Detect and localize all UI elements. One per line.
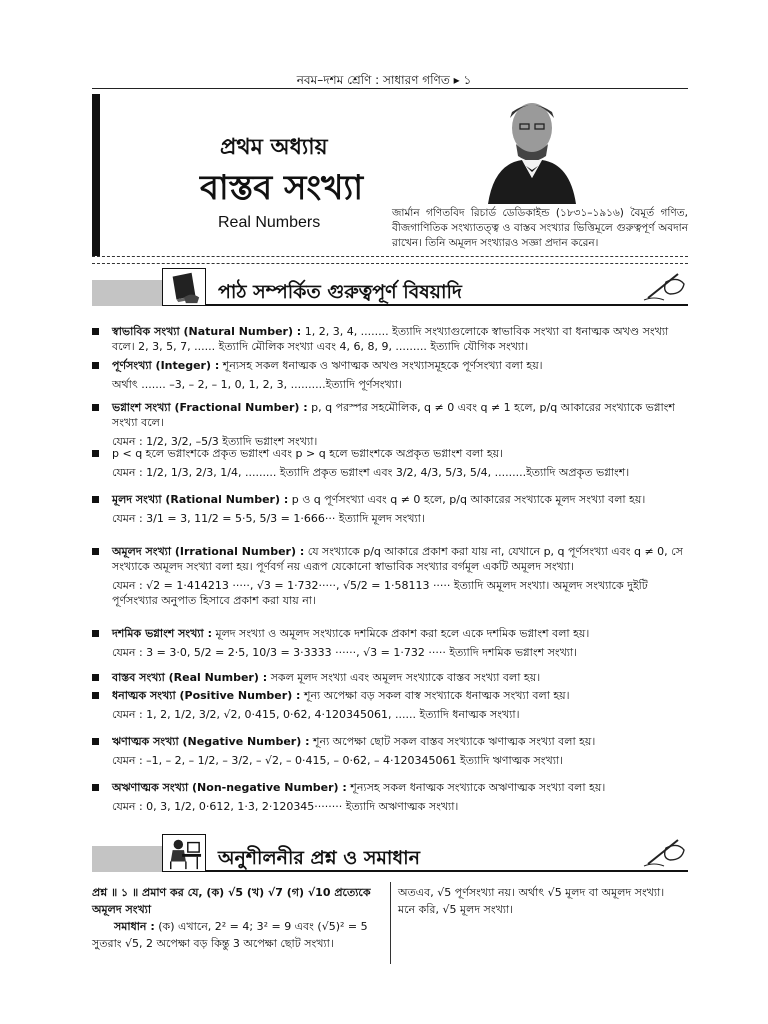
definition-text: শূন্য অপেক্ষা বড় সকল বাস্ব সংখ্যাকে ধনাত্মক সংখ্যা বলা হয়। (300, 689, 570, 702)
definition-text: p ও q পূর্ণসংখ্যা এবং q ≠ 0 হলে, p/q আকারের সংখ্যাকে মূলদ সংখ্যা বলা হয়। (288, 493, 646, 506)
example-text: যেমন : –1, – 2, – 1/2, – 3/2, – √2, – 0·415, – 0·6̇2̇, – 4·120345061 ইত্যাদি ঋণাত্মক সংখ্যা। (112, 754, 564, 767)
definition-text: মূলদ সংখ্যা ও অমূলদ সংখ্যাকে দশমিকে প্রকাশ করা হলে একে দশমিক ভগ্নাংশ বলা হয়। (211, 627, 590, 640)
definition-text: শূন্য অপেক্ষা ছোট সকল বাস্তব সংখ্যাকে ঋণাত্মক সংখ্যা বলা হয়। (309, 735, 596, 748)
definition-positive (92, 688, 690, 722)
banner-bar (92, 94, 100, 256)
writing-hand-icon (642, 834, 688, 868)
example-text: যেমন : 0, 3, 1/2, 0·612, 1·3̇, 2·120345········ ইত্যাদি অঋণাত্মক সংখ্যা। (112, 800, 459, 813)
solution-line-2: সুতরাং √5, 2 অপেক্ষা বড় কিন্তু 3 অপেক্ষা ছোট সংখ্যা। (92, 937, 334, 950)
example-text: অর্থাৎ ....... –3, – 2, – 1, 0, 1, 2, 3, ..........ইত্যাদি পূর্ণসংখ্যা। (112, 378, 403, 391)
bullet-icon (92, 548, 99, 555)
writing-hand-icon (642, 268, 688, 302)
term: ভগ্নাংশ সংখ্যা (Fractional Number) : (112, 401, 308, 414)
definition-fraction (92, 400, 690, 449)
term: অমূলদ সংখ্যা (Irrational Number) : (112, 545, 305, 558)
solution-label: সমাধান : (114, 920, 155, 933)
definition-text: শূন্যসহ সকল ধনাত্মক ও ঋণাত্মক অখণ্ড সংখ্যাসমূহকে পূর্ণসংখ্যা বলা হয়। (219, 359, 543, 372)
example-text: যেমন : 3 = 3·0, 5/2 = 2·5, 10/3 = 3·3333 ······, √3 = 1·732 ····· ইত্যাদি দশমিক ভগ্নাংশ সংখ্যা। (112, 646, 578, 659)
term: বাস্তব সংখ্যা (Real Number) : (112, 671, 268, 684)
definition-text: যে সংখ্যাকে p/q আকারে প্রকাশ করা যায় না, যেখানে p, q পূর্ণসংখ্যা এবং q ≠ 0, সে সংখ্যাকে অমূলদ সংখ্যা বলা হয়। পূর্ণবর্গ নয় এরূপ যেকোনো স্বাভাবিক সংখ্যার বর্গমূল একটি অমূলদ সংখ্যা। (112, 545, 683, 573)
section-title: অনুশীলনীর প্রশ্ন ও সমাধান (218, 847, 420, 869)
bullet-icon (92, 738, 99, 745)
term: ধনাত্মক সংখ্যা (Positive Number) : (112, 689, 301, 702)
chapter-banner (92, 94, 688, 256)
definition-rational (92, 492, 690, 526)
example-text: যেমন : √2 = 1·414213 ·····, √3 = 1·732·····, √5/2 = 1·58113 ····· ইত্যাদি অমূলদ সংখ্যা। অমূলদ সংখ্যাকে দুইটি পূর্ণসংখ্যার অনুপাত হিসাবে প্রকাশ করা যায় না। (112, 579, 648, 607)
bullet-icon (92, 496, 99, 503)
example-text: যেমন : 3/1 = 3, 11/2 = 5·5, 5/3 = 1·666··· ইত্যাদি মূলদ সংখ্যা। (112, 512, 425, 525)
term: পূর্ণসংখ্যা (Integer) : (112, 359, 220, 372)
definition-text: শূন্যসহ সকল ধনাত্মক সংখ্যাকে অঋণাত্মক সংখ্যা বলা হয়। (346, 781, 606, 794)
definition-text: p < q হলে ভগ্নাংশকে প্রকৃত ভগ্নাংশ এবং p > q হলে ভগ্নাংশকে অপ্রকৃত ভগ্নাংশ বলা হয়। (112, 447, 504, 460)
student-desk-icon (162, 834, 206, 872)
continuation-line-2: মনে করি, √5 মূলদ সংখ্যা। (398, 903, 514, 916)
term: স্বাভাবিক সংখ্যা (Natural Number) : (112, 325, 302, 338)
example-text: যেমন : 1/2, 3/2, –5/3 ইত্যাদি ভগ্নাংশ সংখ্যা। (112, 435, 318, 448)
chapter-title-bn: বাস্তব সংখ্যা (200, 168, 364, 208)
definition-decimal (92, 626, 690, 660)
definition-proper-improper (92, 446, 690, 480)
definition-negative (92, 734, 690, 768)
top-rule (92, 88, 688, 89)
continuation-line-1: অতএব, √5 পূর্ণসংখ্যা নয়। অর্থাৎ √5 মূলদ বা অমূলদ সংখ্যা। (398, 886, 665, 899)
bullet-icon (92, 404, 99, 411)
running-head: নবম–দশম শ্রেণি : সাধারণ গণিত ▸ ১ (296, 73, 472, 87)
definition-text: p, q পরস্পর সহমৌলিক, q ≠ 0 এবং q ≠ 1 হলে, p/q আকারের সংখ্যাকে ভগ্নাংশ সংখ্যা বলে। (112, 401, 675, 429)
bullet-icon (92, 362, 99, 369)
definition-text: 1, 2, 3, 4, ........ ইত্যাদি সংখ্যাগুলোকে স্বাভাবিক সংখ্যা বা ধনাত্মক অখণ্ড সংখ্যা বলে। 2, 3, 5, 7, ...... ইত্যাদি মৌলিক সংখ্যা এবং 4, 6, 8, 9, ......... ইত্যাদি যৌগিক সংখ্যা। (112, 325, 669, 353)
portrait-image (482, 94, 580, 204)
definition-natural (92, 324, 690, 354)
bullet-icon (92, 692, 99, 699)
bullet-icon (92, 784, 99, 791)
bullet-icon (92, 450, 99, 457)
bullet-icon (92, 674, 99, 681)
definition-nonnegative (92, 780, 690, 814)
chapter-title-en: Real Numbers (218, 214, 321, 231)
question-column (92, 884, 388, 952)
bullet-icon (92, 630, 99, 637)
bullet-icon (92, 328, 99, 335)
solution-line (114, 918, 388, 935)
continuation-column (398, 884, 688, 918)
question-statement (92, 884, 388, 918)
solution-text: (ক) এখানে, 2² = 4; 3² = 9 এবং (√5)² = 5 (154, 920, 368, 933)
column-divider (390, 882, 391, 964)
term: মূলদ সংখ্যা (Rational Number) : (112, 493, 289, 506)
dashed-divider (92, 256, 688, 264)
section-title: পাঠ সম্পর্কিত গুরুত্বপূর্ণ বিষয়াদি (218, 281, 462, 303)
chapter-label: প্রথম অধ্যায় (220, 135, 328, 160)
portrait-caption: জার্মান গণিতবিদ রিচার্ড ডেডিকাইন্ড (১৮৩১–১৯১৬) বৈমূর্ত গণিত, বীজগাণিতিক সংখ্যাতত্ত্ব ও বাস্তব সংখ্যার ভিত্তিমূলে গুরুত্বপূর্ণ অবদান রাখেন। তিনি অমূলদ সংখ্যারও সজ্ঞা প্রদান করেন। (392, 207, 688, 249)
term: দশমিক ভগ্নাংশ সংখ্যা : (112, 627, 212, 640)
section-strip (92, 846, 162, 872)
example-text: যেমন : 1/2, 1/3, 2/3, 1/4, ......... ইত্যাদি প্রকৃত ভগ্নাংশ এবং 3/2, 4/3, 5/3, 5/4, .........ইত্যাদি অপ্রকৃত ভগ্নাংশ। (112, 466, 630, 479)
definition-irrational (92, 544, 690, 608)
definition-integer (92, 358, 690, 392)
term: অঋণাত্মক সংখ্যা (Non-negative Number) : (112, 781, 347, 794)
section-strip (92, 280, 162, 306)
definition-real (92, 670, 690, 685)
question-text: প্রমাণ কর যে, (ক) √5 (খ) √7 (গ) √10 প্রত্যেকে অমূলদ সংখ্যা (92, 886, 371, 916)
definition-text: সকল মূলদ সংখ্যা এবং অমূলদ সংখ্যাকে বাস্তব সংখ্যা বলা হয়। (267, 671, 541, 684)
section-header-exercise (92, 834, 688, 874)
example-text: যেমন : 1, 2, 1/2, 3/2, √2, 0·415, 0·6̇2̇, 4·120345061, ...... ইত্যাদি ধনাত্মক সংখ্যা। (112, 708, 520, 721)
section-header-topics (92, 268, 688, 308)
term: ঋণাত্মক সংখ্যা (Negative Number) : (112, 735, 310, 748)
question-label: প্রশ্ন ॥ ১ ॥ (92, 886, 139, 899)
book-icon (162, 268, 206, 306)
